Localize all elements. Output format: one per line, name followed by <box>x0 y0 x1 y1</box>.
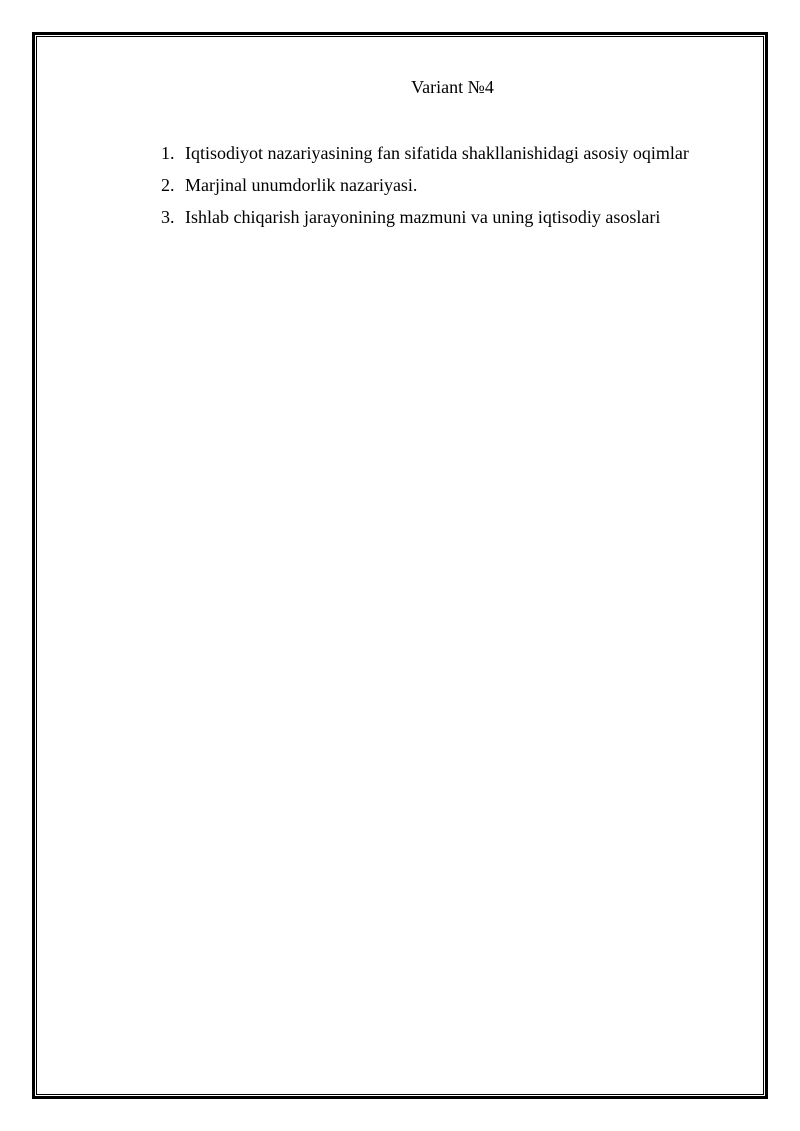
list-item <box>161 174 689 206</box>
question-text: Marjinal unumdorlik nazariyasi. <box>185 175 418 195</box>
question-text: Ishlab chiqarish jarayonining mazmuni va uning iqtisodiy asoslari <box>185 207 661 227</box>
list-item <box>161 206 689 238</box>
question-number: 3. <box>161 207 175 227</box>
list-item <box>161 142 689 174</box>
page-title: Variant №4 <box>411 77 494 97</box>
question-text: Iqtisodiyot nazariyasining fan sifatida shakllanishidagi asosiy oqimlar <box>185 143 689 163</box>
question-number: 2. <box>161 175 175 195</box>
question-number: 1. <box>161 143 175 163</box>
question-list <box>161 142 689 238</box>
